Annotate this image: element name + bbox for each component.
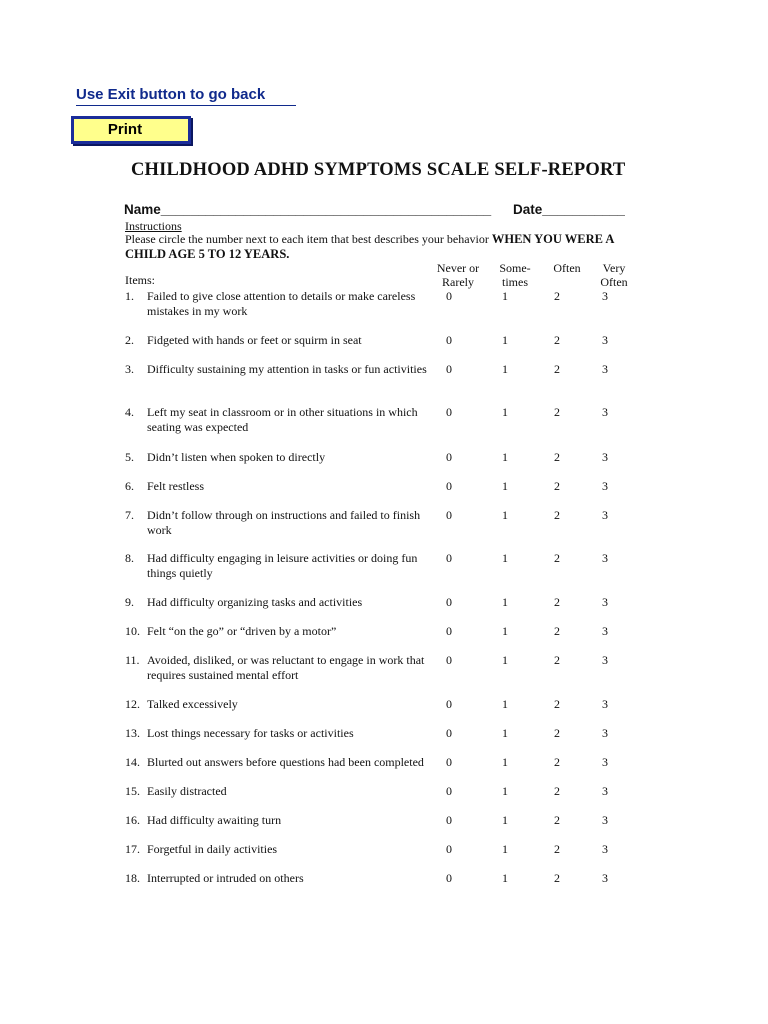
column-header-line1: Very [602,261,626,275]
score-option[interactable]: 3 [602,595,608,609]
score-option[interactable]: 3 [602,333,608,347]
item-number: 12. [125,697,140,711]
date-blank: ___________ [542,202,625,217]
item-text: Didn’t follow through on instructions and failed to finish work [147,508,421,537]
column-header-line1: Never or [436,261,480,275]
score-option[interactable]: 2 [554,697,560,711]
item-text: Felt “on the go” or “driven by a motor” [147,624,337,638]
score-option[interactable]: 1 [502,289,508,303]
score-option[interactable]: 1 [502,595,508,609]
score-option[interactable]: 0 [446,842,452,856]
score-option[interactable]: 3 [602,726,608,740]
item-number: 4. [125,405,134,419]
item-number: 15. [125,784,140,798]
score-option[interactable]: 1 [502,450,508,464]
column-header-line2: Rarely [442,275,474,289]
column-header-line1: Often [553,261,581,275]
item-number: 9. [125,595,134,609]
score-option[interactable]: 2 [554,813,560,827]
items-label: Items: [125,273,155,287]
score-option[interactable]: 1 [502,784,508,798]
score-option[interactable]: 2 [554,653,560,667]
form-title: CHILDHOOD ADHD SYMPTOMS SCALE SELF-REPORT [131,160,626,180]
item-text: Had difficulty engaging in leisure activities or doing fun things quietly [147,551,418,580]
item-number: 10. [125,624,140,638]
score-option[interactable]: 3 [602,784,608,798]
item-text: Failed to give close attention to details or make careless mistakes in my work [147,289,416,318]
score-option[interactable]: 3 [602,362,608,376]
column-header [584,261,644,289]
score-option[interactable]: 0 [446,813,452,827]
column-header-line2: Often [600,275,628,289]
score-option[interactable]: 2 [554,362,560,376]
print-button[interactable]: Print [71,116,191,144]
score-option[interactable]: 0 [446,784,452,798]
instructions-bold: WHEN YOU WERE A CHILD AGE 5 TO 12 YEARS. [125,232,614,261]
score-option[interactable]: 0 [446,871,452,885]
item-text: Lost things necessary for tasks or activities [147,726,354,740]
name-label: Name [124,202,161,217]
score-option[interactable]: 0 [446,405,452,419]
score-option[interactable]: 3 [602,405,608,419]
date-field [513,202,625,217]
item-number: 13. [125,726,140,740]
item-text: Blurted out answers before questions had been completed [147,755,424,769]
score-option[interactable]: 1 [502,362,508,376]
score-option[interactable]: 3 [602,813,608,827]
score-option[interactable]: 2 [554,871,560,885]
score-option[interactable]: 0 [446,697,452,711]
score-option[interactable]: 3 [602,289,608,303]
item-number: 8. [125,551,134,565]
column-header-line2: times [502,275,528,289]
name-date-line [124,202,644,217]
score-option[interactable]: 2 [554,755,560,769]
score-option[interactable]: 2 [554,405,560,419]
item-text: Had difficulty organizing tasks and activities [147,595,363,609]
item-text: Didn’t listen when spoken to directly [147,450,326,464]
score-option[interactable]: 0 [446,624,452,638]
score-option[interactable]: 0 [446,479,452,493]
score-option[interactable]: 1 [502,842,508,856]
instructions-plain: Please circle the number next to each item that best describes your behavior [125,232,492,246]
score-option[interactable]: 2 [554,508,560,522]
item-text: Talked excessively [147,697,238,711]
score-option[interactable]: 3 [602,871,608,885]
column-header [428,261,488,289]
item-number: 3. [125,362,134,376]
name-blank: ____________________________________________ [160,202,492,217]
exit-hint-link: Use Exit button to go back [76,86,296,106]
item-text: Difficulty sustaining my attention in tasks or fun activities [147,362,427,376]
score-option[interactable]: 1 [502,697,508,711]
item-number: 17. [125,842,140,856]
item-text: Avoided, disliked, or was reluctant to engage in work that requires sustained mental effort [147,653,425,682]
score-option[interactable]: 1 [502,333,508,347]
item-number: 2. [125,333,134,347]
date-label: Date [513,202,543,217]
instructions-text [125,232,625,261]
score-option[interactable]: 3 [602,755,608,769]
score-option[interactable]: 2 [554,551,560,565]
score-option[interactable]: 1 [502,871,508,885]
score-option[interactable]: 3 [602,842,608,856]
score-option[interactable]: 1 [502,508,508,522]
score-option[interactable]: 2 [554,479,560,493]
score-option[interactable]: 0 [446,755,452,769]
score-option[interactable]: 2 [554,726,560,740]
score-option[interactable]: 1 [502,624,508,638]
score-option[interactable]: 0 [446,333,452,347]
score-option[interactable]: 3 [602,508,608,522]
score-option[interactable]: 0 [446,508,452,522]
score-option[interactable]: 0 [446,595,452,609]
score-option[interactable]: 2 [554,333,560,347]
score-option[interactable]: 1 [502,726,508,740]
score-option[interactable]: 2 [554,450,560,464]
score-option[interactable]: 3 [602,653,608,667]
score-option[interactable]: 3 [602,450,608,464]
score-option[interactable]: 0 [446,726,452,740]
score-option[interactable]: 2 [554,289,560,303]
item-number: 7. [125,508,134,522]
column-header [485,261,545,289]
item-number: 6. [125,479,134,493]
item-text: Easily distracted [147,784,227,798]
item-number: 1. [125,289,134,303]
score-option[interactable]: 1 [502,755,508,769]
score-option[interactable]: 0 [446,653,452,667]
score-option[interactable]: 3 [602,479,608,493]
score-option[interactable]: 0 [446,450,452,464]
score-option[interactable]: 2 [554,842,560,856]
item-number: 16. [125,813,140,827]
score-option[interactable]: 1 [502,479,508,493]
item-text: Felt restless [147,479,204,493]
item-number: 5. [125,450,134,464]
score-option[interactable]: 1 [502,653,508,667]
score-option[interactable]: 1 [502,813,508,827]
score-option[interactable]: 1 [502,551,508,565]
item-text: Had difficulty awaiting turn [147,813,282,827]
score-option[interactable]: 3 [602,697,608,711]
item-text: Forgetful in daily activities [147,842,278,856]
item-text: Left my seat in classroom or in other situations in which seating was expected [147,405,418,434]
score-option[interactable]: 2 [554,784,560,798]
score-option[interactable]: 2 [554,624,560,638]
item-text: Interrupted or intruded on others [147,871,304,885]
score-option[interactable]: 0 [446,362,452,376]
score-option[interactable]: 0 [446,289,452,303]
score-option[interactable]: 1 [502,405,508,419]
score-option[interactable]: 3 [602,551,608,565]
item-number: 14. [125,755,140,769]
score-option[interactable]: 2 [554,595,560,609]
column-header-line1: Some- [499,261,531,275]
score-option[interactable]: 3 [602,624,608,638]
instructions-heading: Instructions [125,219,182,233]
item-number: 18. [125,871,140,885]
item-number: 11. [125,653,140,667]
score-option[interactable]: 0 [446,551,452,565]
item-text: Fidgeted with hands or feet or squirm in seat [147,333,362,347]
